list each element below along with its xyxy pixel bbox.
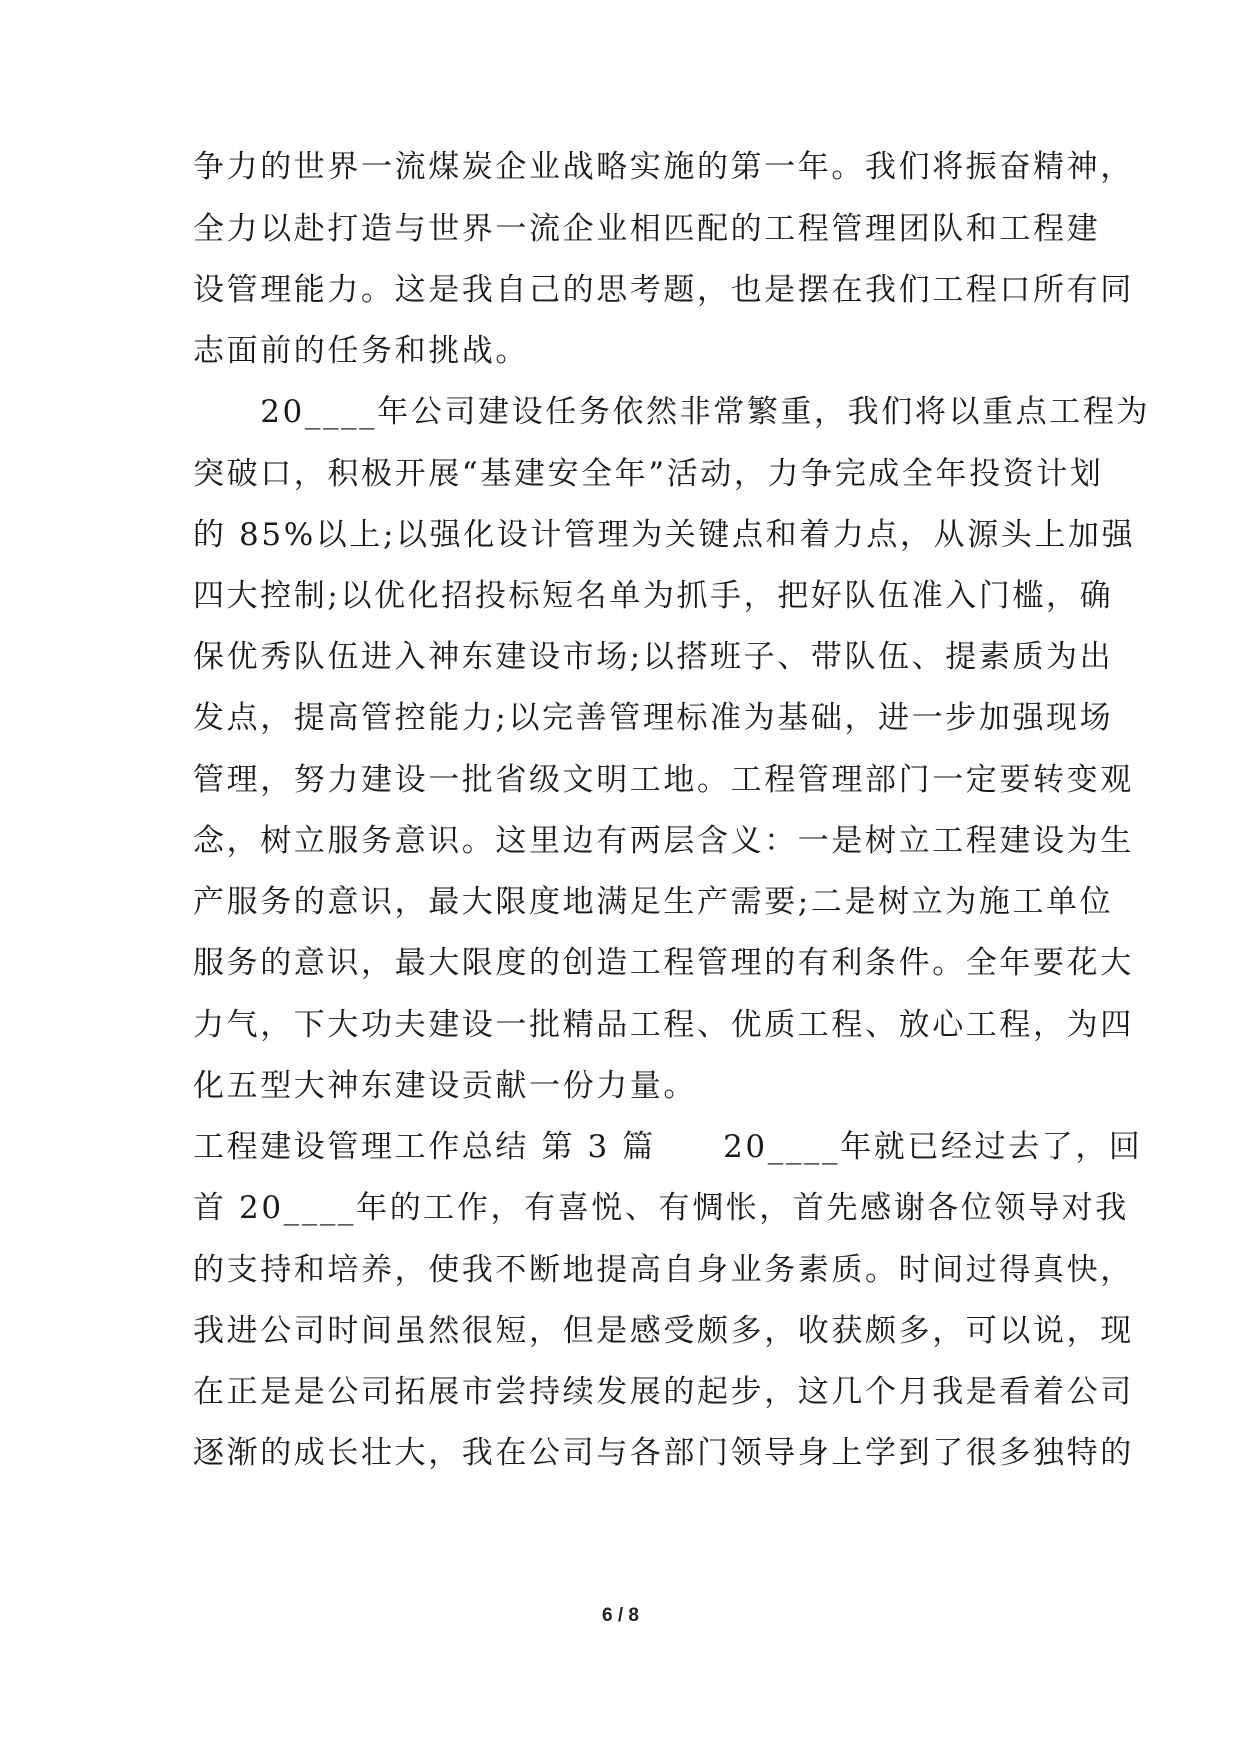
text-line: 念，树立服务意识。这里边有两层含义：一是树立工程建设为生 bbox=[193, 823, 1134, 859]
text-line: 首 20____年的工作，有喜悦、有惆怅，首先感谢各位领导对我 bbox=[193, 1190, 1129, 1226]
text-line: 化五型大神东建设贡献一份力量。 bbox=[193, 1068, 697, 1104]
text-line: 的支持和培养，使我不断地提高自身业务素质。时间过得真快， bbox=[193, 1252, 1134, 1288]
text-line: 设管理能力。这是我自己的思考题，也是摆在我们工程口所有同 bbox=[193, 272, 1134, 308]
text-line: 产服务的意识，最大限度地满足生产需要;二是树立为施工单位 bbox=[193, 884, 1114, 920]
text-line: 突破口，积极开展“基建安全年”活动，力争完成全年投资计划 bbox=[193, 456, 1104, 492]
text-line: 保优秀队伍进入神东建设市场;以搭班子、带队伍、提素质为出 bbox=[193, 639, 1114, 675]
page-number: 6 / 8 bbox=[602, 1605, 639, 1626]
text-line: 在正是是公司拓展市尝持续发展的起步，这几个月我是看着公司 bbox=[193, 1374, 1134, 1410]
text-line: 我进公司时间虽然很短，但是感受颇多，收获颇多，可以说，现 bbox=[193, 1313, 1134, 1349]
text-line: 逐渐的成长壮大，我在公司与各部门领导身上学到了很多独特的 bbox=[193, 1435, 1134, 1471]
text-line: 力气，下大功夫建设一批精品工程、优质工程、放心工程，为四 bbox=[193, 1007, 1134, 1043]
text-line: 20____年公司建设任务依然非常繁重，我们将以重点工程为 bbox=[193, 394, 1151, 430]
text-line: 发点，提高管控能力;以完善管理标准为基础，进一步加强现场 bbox=[193, 700, 1114, 736]
text-line: 争力的世界一流煤炭企业战略实施的第一年。我们将振奋精神， bbox=[193, 149, 1134, 185]
text-line: 管理，努力建设一批省级文明工地。工程管理部门一定要转变观 bbox=[193, 762, 1134, 798]
text-line: 四大控制;以优化招投标短名单为抓手，把好队伍准入门槛，确 bbox=[193, 578, 1114, 614]
text-line: 服务的意识，最大限度的创造工程管理的有利条件。全年要花大 bbox=[193, 945, 1134, 981]
text-line: 志面前的任务和挑战。 bbox=[193, 333, 529, 369]
text-line: 全力以赴打造与世界一流企业相匹配的工程管理团队和工程建 bbox=[193, 211, 1101, 247]
text-line: 的 85%以上;以强化设计管理为关键点和着力点，从源头上加强 bbox=[193, 517, 1136, 553]
section-heading-line: 工程建设管理工作总结 第 3 篇 20____年就已经过去了，回 bbox=[193, 1129, 1143, 1165]
